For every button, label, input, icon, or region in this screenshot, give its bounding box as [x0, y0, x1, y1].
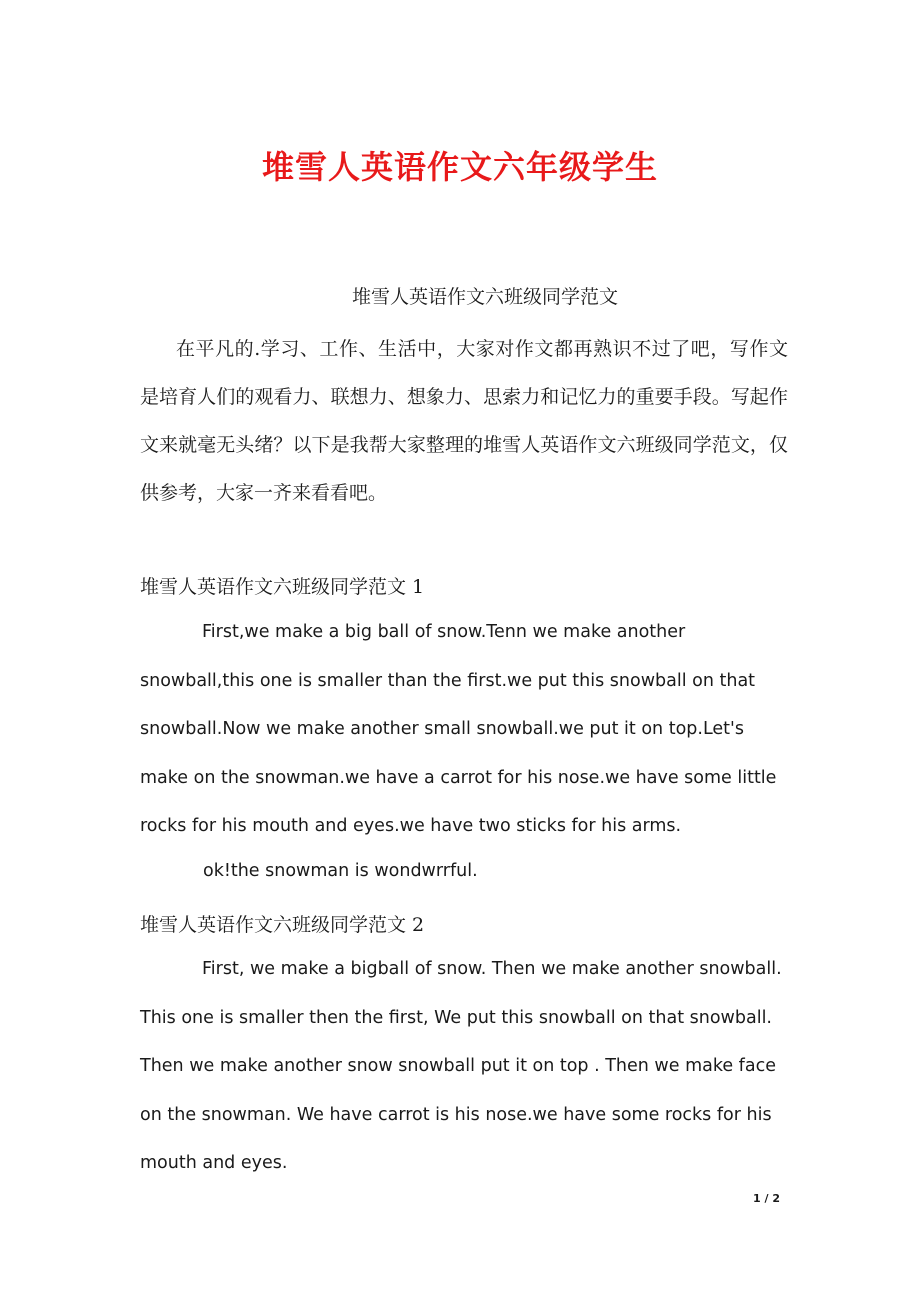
- section-1-heading: 堆雪人英语作文六班级同学范文 1: [140, 576, 425, 598]
- section-2-paragraph-1: First, we make a bigball of snow. Then we make another snowball. This one is smaller then the first, We put this snowball on that snowball. Then we make another snow snowball put it on top . Then we make face on the snowman. We have carrot is his nose.we have some rocks for his mouth and eyes.: [140, 959, 782, 1173]
- section-1-paragraph-2: ok!the snowman is wondwrrful.: [203, 861, 478, 881]
- section-1-paragraph-1: First,we make a big ball of snow.Tenn we make another snowball,this one is smaller than the first.we put this snowball on that snowball.Now we make another small snowball.we put it on top.Let's make on the snowman.we have a carrot for his nose.we have some little rocks for his mouth and eyes.we have two sticks for his arms.: [140, 622, 777, 836]
- intro-paragraph: 在平凡的.学习、工作、生活中，大家对作文都再熟识不过了吧，写作文是培育人们的观看力、联想力、想象力、思索力和记忆力的重要手段。写起作文来就毫无头绪？以下是我帮大家整理的堆雪人英语作文六班级同学范文，仅供参考，大家一齐来看看吧。: [140, 338, 788, 504]
- document-subtitle: 堆雪人英语作文六班级同学范文: [351, 286, 618, 308]
- section-2-heading: 堆雪人英语作文六班级同学范文 2: [140, 914, 425, 936]
- page-number: 1 / 2: [753, 1192, 780, 1205]
- document-title: 堆雪人英语作文六年级学生: [261, 148, 658, 186]
